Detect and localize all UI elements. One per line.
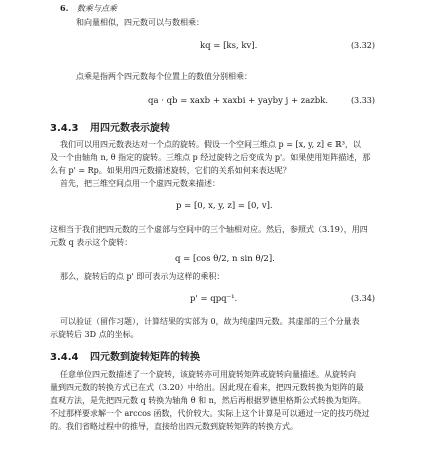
section-number: 3.4.3 [50,123,79,134]
paragraph-line: 么有 p' = Rp。如果用四元数描述旋转，它们的关系如何来表达呢？ [50,166,291,175]
paragraph-line: 的。我们省略过程中的推导，直接给出四元数到旋转矩阵的转换方式。 [50,422,298,431]
paragraph-line: 这相当于我们把四元数的三个虚部与空间中的三个轴相对应。然后，参照式（3.19），用四 [50,225,368,234]
equation-number: (3.33) [350,96,375,105]
paragraph: 点乘是指两个四元数每个位置上的数值分别相乘： [76,72,252,81]
paragraph-line: 示旋转后 3D 点的坐标。 [50,330,139,339]
paragraph-line: 可以验证（留作习题），计算结果的实部为 0，故为纯虚四元数。其虚部的三个分量表 [60,317,360,326]
section-heading [50,123,170,135]
paragraph-line: 元数 q 表示这个旋转： [50,238,133,247]
paragraph-line: 任意单位四元数描述了一个旋转，该旋转亦可用旋转矩阵或旋转向量描述。从旋转向 [60,370,356,379]
equation: p = [0, x, y, z] = [0, v]. [176,201,273,211]
equation: kq = [ks, kv]. [200,41,258,51]
equation: p' = qpq⁻¹. [190,294,238,304]
item-title: 数乘与点乘 [76,4,117,13]
section-number: 3.4.4 [50,352,79,363]
paragraph: 首先，把三维空间点用一个虚四元数来描述： [60,179,220,188]
equation: qa · qb = xaxb + xaxbi + yayby j + zazbk. [148,96,329,106]
paragraph-line: 直观方法，是先把四元数 q 转换为轴角 θ 和 n，然后再根据罗德里格斯公式转换为矩阵。 [50,396,366,405]
paragraph: 那么，旋转后的点 p' 即可表示为这样的乘积： [60,272,225,281]
paragraph-line: 不过那样要求解一个 arccos 函数，代价较大。实际上这个计算是可以通过一定的技巧绕过 [50,409,370,418]
equation-number: (3.34) [350,294,375,303]
section-heading [50,352,200,364]
paragraph-line: 我们可以用四元数表达对一个点的旋转。假设一个空间三维点 p = [x, y, z] ∈ ℝ³，以 [60,140,361,149]
equation: q = [cos θ/2, n sin θ/2]. [175,254,275,264]
item-heading [60,2,117,15]
paragraph: 和向量相似，四元数可以与数相乘： [76,18,204,27]
paragraph-line: 量到四元数的转换方式已在式（3.20）中给出。因此现在看来，把四元数转换为矩阵的最 [50,383,364,392]
section-title: 四元数到旋转矩阵的转换 [89,352,200,363]
section-title: 用四元数表示旋转 [89,123,170,134]
item-number: 6. [60,3,69,13]
equation-number: (3.32) [350,41,375,50]
paragraph-line: 及一个由轴角 n, θ 指定的旋转。三维点 p 经过旋转之后变成为 p'。如果使用矩阵描述，那 [50,153,371,162]
